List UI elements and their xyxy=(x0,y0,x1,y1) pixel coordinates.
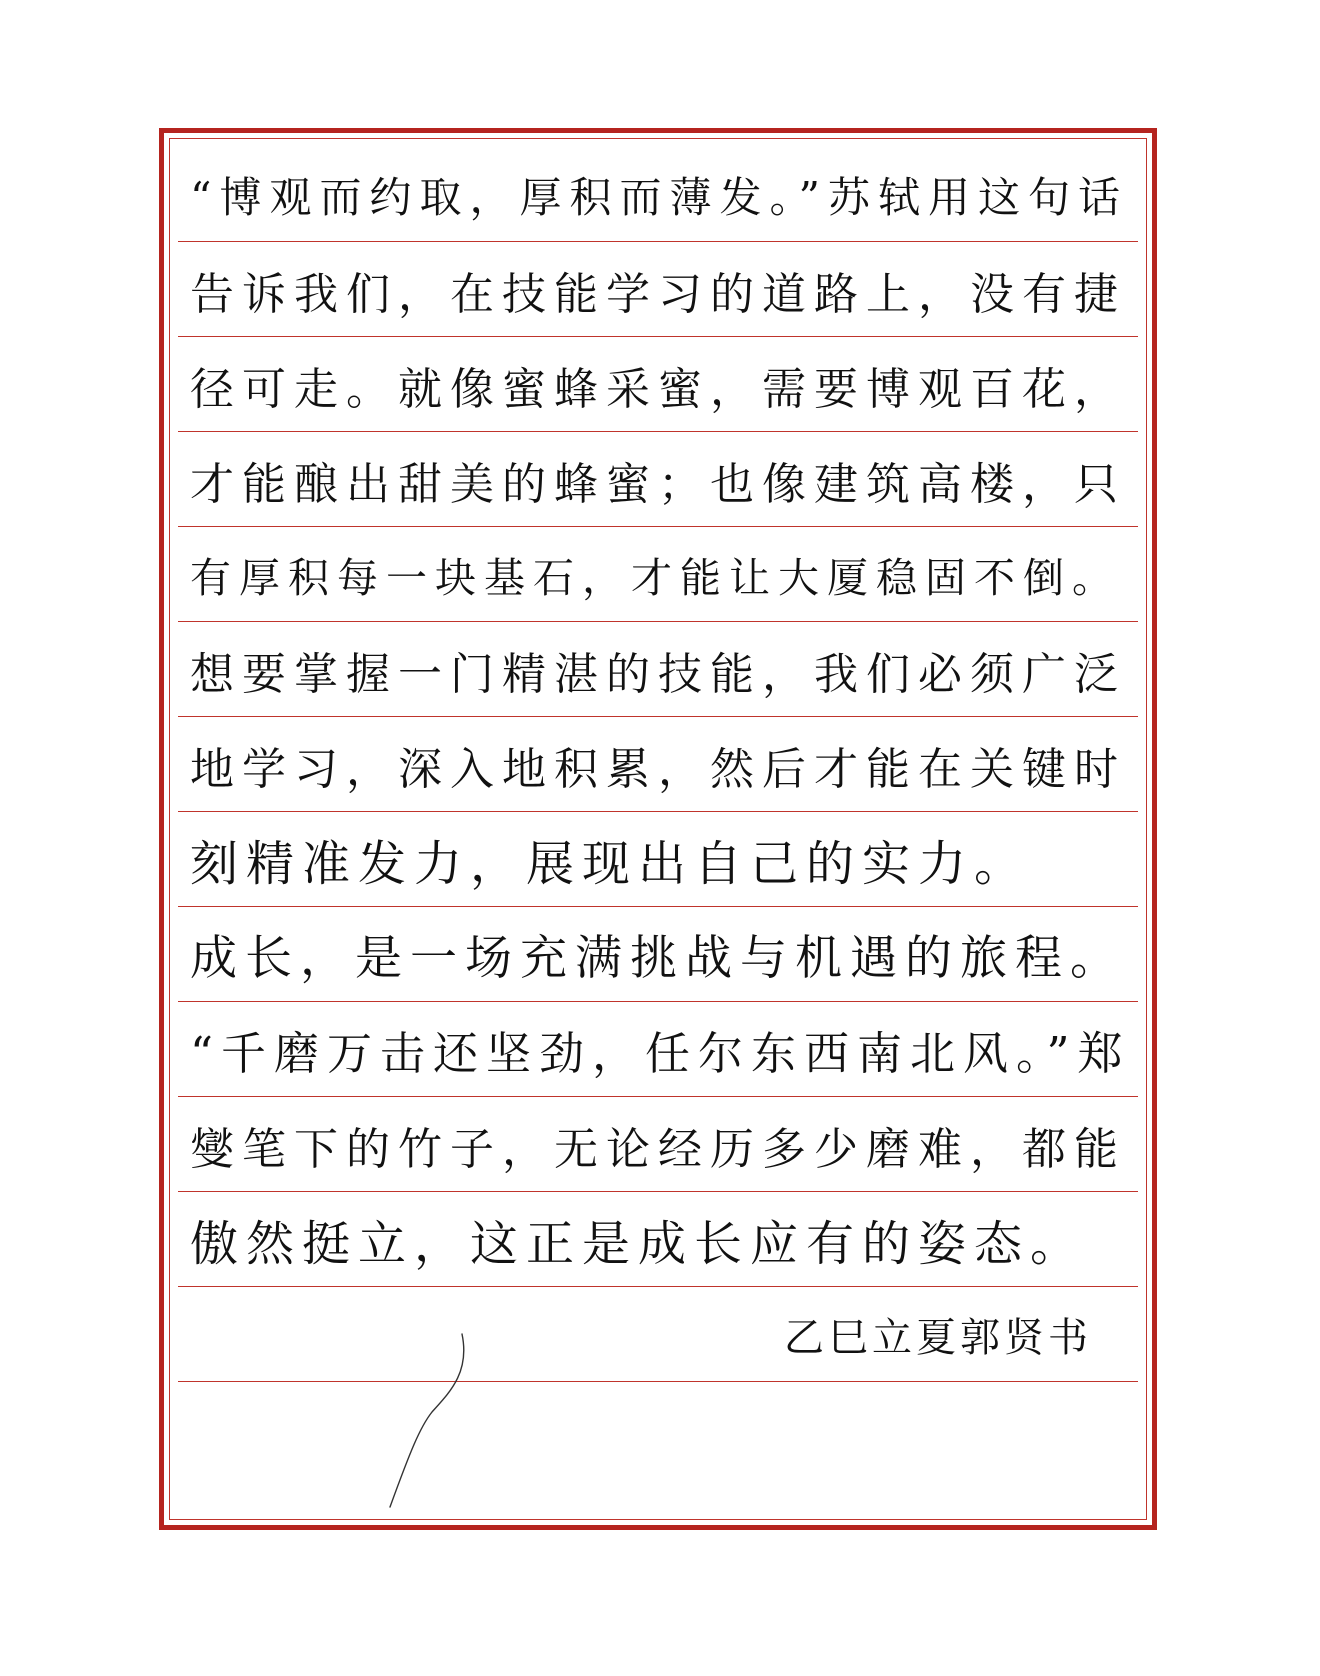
text-line-4: 才能酿出甜美的蜂蜜；也像建筑高楼，只 xyxy=(190,458,1126,510)
text-line-1: “博观而约取，厚积而薄发。”苏轼用这句话 xyxy=(190,172,1128,222)
writing-sheet xyxy=(159,128,1157,1530)
text-line-2: 告诉我们，在技能学习的道路上，没有捷 xyxy=(190,268,1126,320)
text-line-12: 傲然挺立，这正是成长应有的姿态。 xyxy=(190,1216,1087,1272)
stray-pen-mark xyxy=(380,1332,470,1512)
text-line-11: 燮笔下的竹子，无论经历多少磨难，都能 xyxy=(190,1123,1126,1175)
text-line-3: 径可走。就像蜜蜂采蜜，需要博观百花， xyxy=(190,363,1126,415)
text-line-9: 成长，是一场充满挑战与机遇的旅程。 xyxy=(190,931,1125,986)
text-line-6: 想要掌握一门精湛的技能，我们必须广泛 xyxy=(190,648,1126,700)
text-line-5: 有厚积每一块基石，才能让大厦稳固不倒。 xyxy=(190,554,1121,602)
text-line-7: 地学习，深入地积累，然后才能在关键时 xyxy=(190,743,1126,795)
text-line-10: “千磨万击还坚劲，任尔东西南北风。”郑 xyxy=(190,1027,1131,1080)
ruled-lines xyxy=(164,133,1152,1525)
text-line-8: 刻精准发力，展现出自己的实力。 xyxy=(190,836,1031,892)
signature: 乙巳立夏郭贤书 xyxy=(784,1315,1092,1361)
